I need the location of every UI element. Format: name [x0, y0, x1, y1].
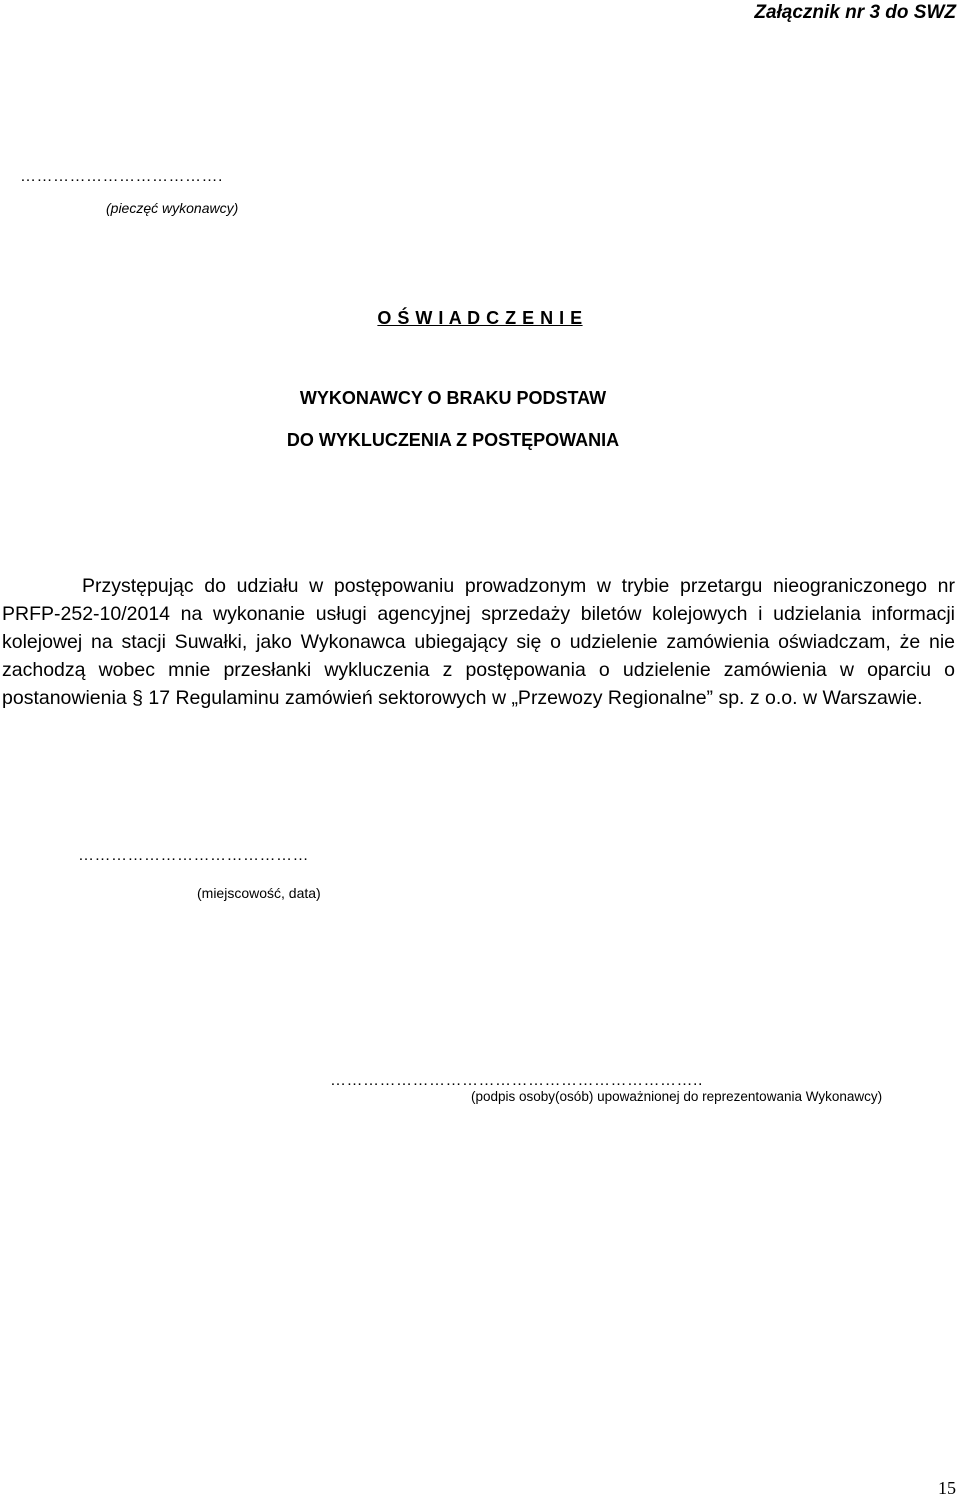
- stamp-dotted-line: ……………………………….: [20, 168, 223, 185]
- document-subtitle-line1: WYKONAWCY O BRAKU PODSTAW: [299, 388, 607, 408]
- annex-label: Załącznik nr 3 do SWZ: [754, 2, 956, 23]
- page-number: 15: [938, 1478, 956, 1498]
- signature-caption: (podpis osoby(osób) upoważnionej do reprezentowania Wykonawcy): [471, 1089, 883, 1104]
- document-subtitle-line2: DO WYKLUCZENIA Z POSTĘPOWANIA: [286, 430, 620, 450]
- place-date-dotted-line: ……………………………………: [78, 847, 309, 864]
- stamp-caption: (pieczęć wykonawcy): [106, 200, 239, 216]
- declaration-paragraph: Przystępując do udziału w postępowaniu prowadzonym w trybie przetargu nieograniczonego nr PRFP-252-10/2014 na wykonanie usługi agencyjnej sprzedaży biletów kolejowych i udzielania informacji kolejowej na stacji Suwałki, jako Wykonawca ubiegający się o udzielenie zamówienia oświadczam, że nie zachodzą wobec mnie przesłanki wykluczenia z postępowania o udzielenie zamówienia w oparciu o postanowienia § 17 Regulaminu zamówień sektorowych w „Przewozy Regionalne” sp. z o.o. w Warszawie.: [2, 575, 955, 709]
- document-heading: O Ś W I A D C Z E N I E: [377, 308, 583, 328]
- place-date-caption: (miejscowość, data): [197, 885, 321, 901]
- signature-dotted-line: …………………………………………………………..: [330, 1072, 703, 1089]
